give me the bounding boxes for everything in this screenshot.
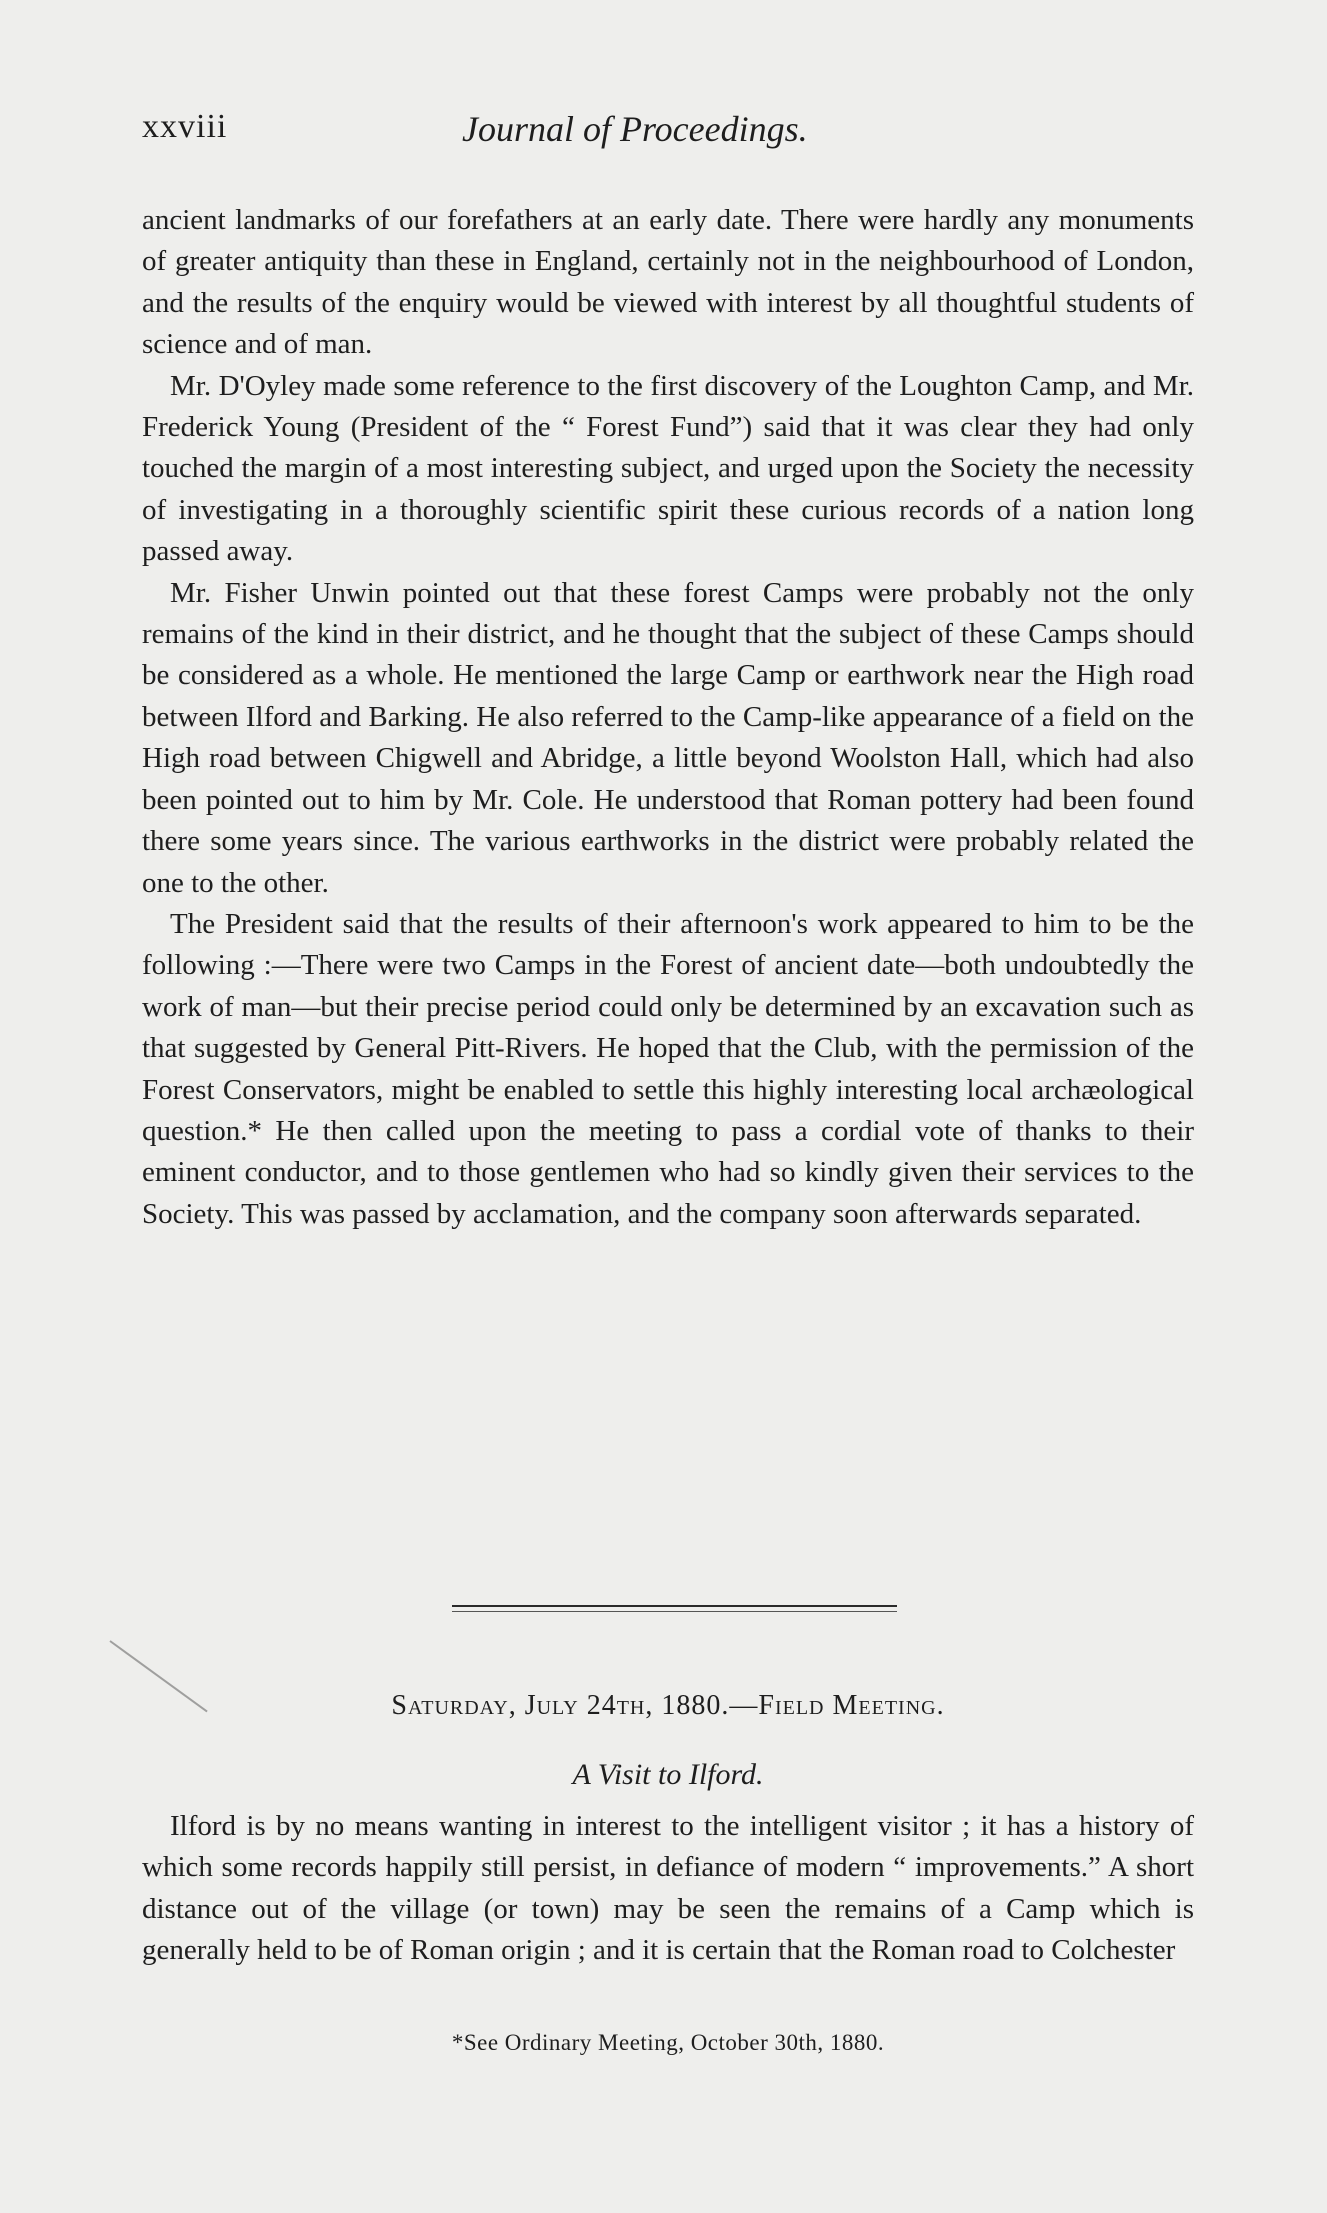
section-divider-rule (452, 1605, 897, 1607)
section-body (142, 1806, 1194, 1972)
paragraph-president: The President said that the results of their afternoon's work appeared to him to be the following :—There were two Camps in the Forest of ancient date—both undoubtedly the work of man—but their precise period could only be determined by an excavation such as that suggested by General Pitt-Rivers. He hoped that the Club, with the permission of the Forest Conservators, might be enabled to settle this highly interesting local archæological question.* He then called upon the meeting to pass a cordial vote of thanks to their eminent conductor, and to those gentlemen who had so kindly given their services to the Society. This was passed by acclamation, and the company soon afterwards separated. (142, 907, 1194, 1230)
section-heading: Saturday, July 24th, 1880.—Field Meeting. (391, 1690, 945, 1721)
paragraph-unwin: Mr. Fisher Unwin pointed out that these forest Camps were probably not the only remains of the kind in their district, and he thought that the subject of these Camps should be considered as a whole. He mentioned the large Camp or earthwork near the High road between Ilford and Barking. He also referred to the Camp-like appearance of a field on the High road between Chigwell and Abridge, a little beyond Woolston Hall, which had also been pointed out to him by Mr. Cole. He understood that Roman pottery had been found there some years since. The various earthworks in the district were probably related the one to the other. (142, 576, 1194, 899)
section-divider-rule-inner (452, 1611, 897, 1612)
footnote: *See Ordinary Meeting, October 30th, 1880. (451, 2030, 885, 2055)
paragraph-doyley: Mr. D'Oyley made some reference to the first discovery of the Loughton Camp, and Mr. Frederick Young (President of the “ Forest Fund”) said that it was clear they had only touched the margin of a most interesting subject, and urged upon the Society the necessity of investigating in a thoroughly scientific spirit these curious records of a nation long passed away. (142, 369, 1194, 568)
journal-title: Journal of Proceedings. (462, 109, 808, 149)
page-number: xxviii (142, 108, 228, 145)
running-head (142, 108, 1194, 158)
body-text (142, 200, 1194, 1235)
section-subheading: A Visit to Ilford. (572, 1758, 764, 1791)
paragraph-continuation: ancient landmarks of our forefathers at an early date. There were hardly any monuments of greater antiquity than these in England, certainly not in the neighbourhood of London, and the results of the enquiry would be viewed with interest by all thoughtful students of science and of man. (142, 204, 1194, 361)
paragraph-ilford: Ilford is by no means wanting in interest to the intelligent visitor ; it has a history of which some records happily still persist, in defiance of modern “ improvements.” A short distance out of the village (or town) may be seen the remains of a Camp which is generally held to be of Roman origin ; and it is certain that the Roman road to Colchester (142, 1810, 1194, 1967)
